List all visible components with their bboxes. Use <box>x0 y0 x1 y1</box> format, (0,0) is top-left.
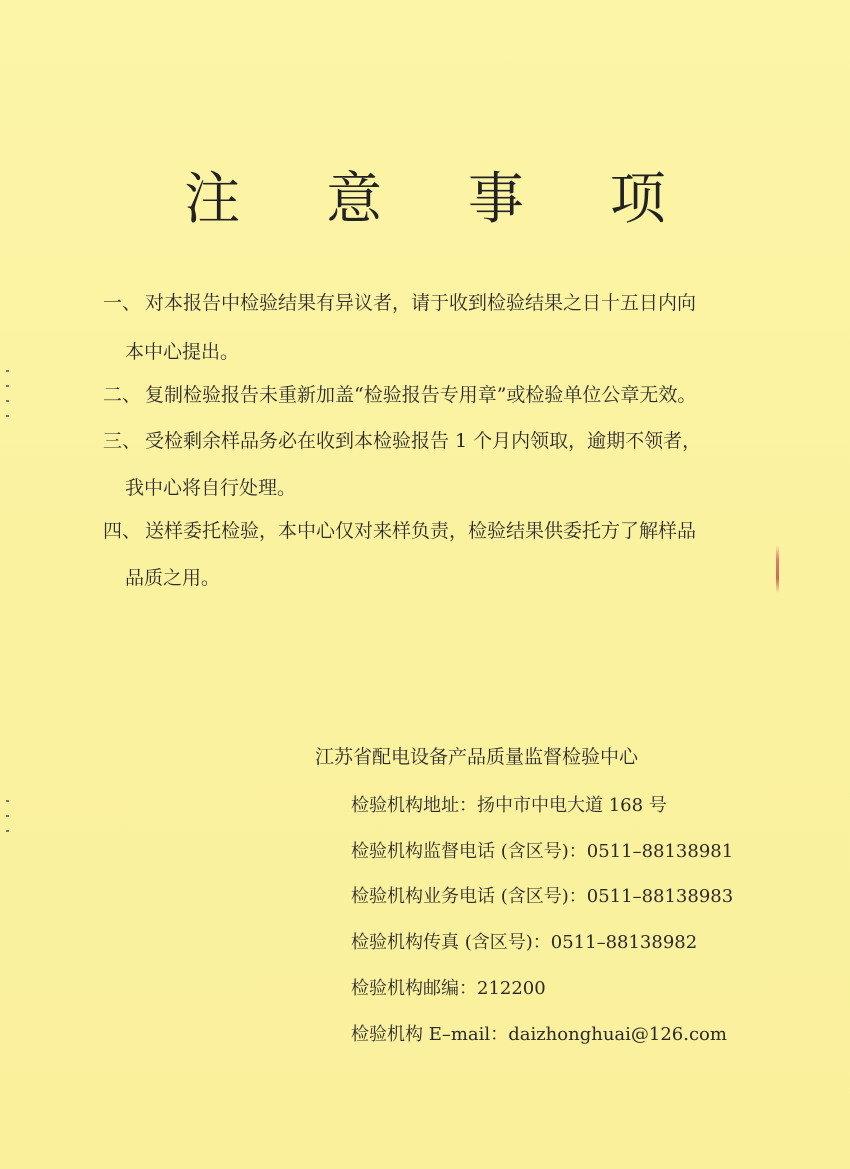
contact-label: 检验机构监督电话 (含区号)： <box>351 841 587 862</box>
binding-mark <box>6 415 9 417</box>
notice-item-2 <box>103 382 696 408</box>
notice-item-1 <box>103 290 696 316</box>
contact-label: 检验机构业务电话 (含区号)： <box>351 886 587 907</box>
contact-value: 212200 <box>477 978 546 999</box>
contact-postcode <box>351 976 546 1002</box>
notice-text: 受检剩余样品务必在收到本检验报告 1 个月内领取，逾期不领者， <box>145 430 702 452</box>
contact-label: 检验机构 E–mail： <box>351 1024 509 1045</box>
notice-item-3 <box>103 428 701 454</box>
notice-text: 对本报告中检验结果有异议者，请于收到检验结果之日十五日内向 <box>145 292 697 314</box>
contact-value: 扬中市中电大道 168 号 <box>477 795 667 816</box>
notice-number: 四、 <box>103 520 142 542</box>
page-title: 注 意 事 项 <box>184 167 700 232</box>
red-seal-edge <box>776 545 779 593</box>
contact-business-phone <box>351 884 733 910</box>
contact-value: daizhonghuai@126.com <box>508 1024 727 1045</box>
contact-value: 0511–88138982 <box>550 932 698 953</box>
binding-mark <box>6 400 9 402</box>
contact-label: 检验机构地址： <box>351 795 477 816</box>
notice-item-4 <box>103 518 696 544</box>
organization-name: 江苏省配电设备产品质量监督检验中心 <box>315 746 639 768</box>
binding-mark <box>6 830 9 832</box>
notice-number: 二、 <box>103 384 142 406</box>
notice-continuation-1: 本中心提出。 <box>125 341 240 363</box>
binding-mark <box>6 815 9 817</box>
contact-label: 检验机构传真 (含区号)： <box>351 932 551 953</box>
notice-number: 一、 <box>103 292 142 314</box>
contact-value: 0511–88138983 <box>586 886 734 907</box>
notice-continuation-4: 品质之用。 <box>125 567 221 589</box>
notice-text: 复制检验报告未重新加盖“检验报告专用章”或检验单位公章无效。 <box>145 384 697 406</box>
binding-mark <box>6 800 9 802</box>
notice-continuation-3: 我中心将自行处理。 <box>125 477 297 499</box>
contact-value: 0511–88138981 <box>586 841 734 862</box>
contact-address <box>351 793 667 819</box>
contact-email <box>351 1022 727 1048</box>
contact-label: 检验机构邮编： <box>351 978 477 999</box>
contact-supervision-phone <box>351 839 733 865</box>
binding-mark <box>6 385 9 387</box>
notice-number: 三、 <box>103 430 142 452</box>
notice-text: 送样委托检验，本中心仅对来样负责，检验结果供委托方了解样品 <box>145 520 697 542</box>
contact-fax <box>351 930 697 956</box>
binding-mark <box>6 370 9 372</box>
